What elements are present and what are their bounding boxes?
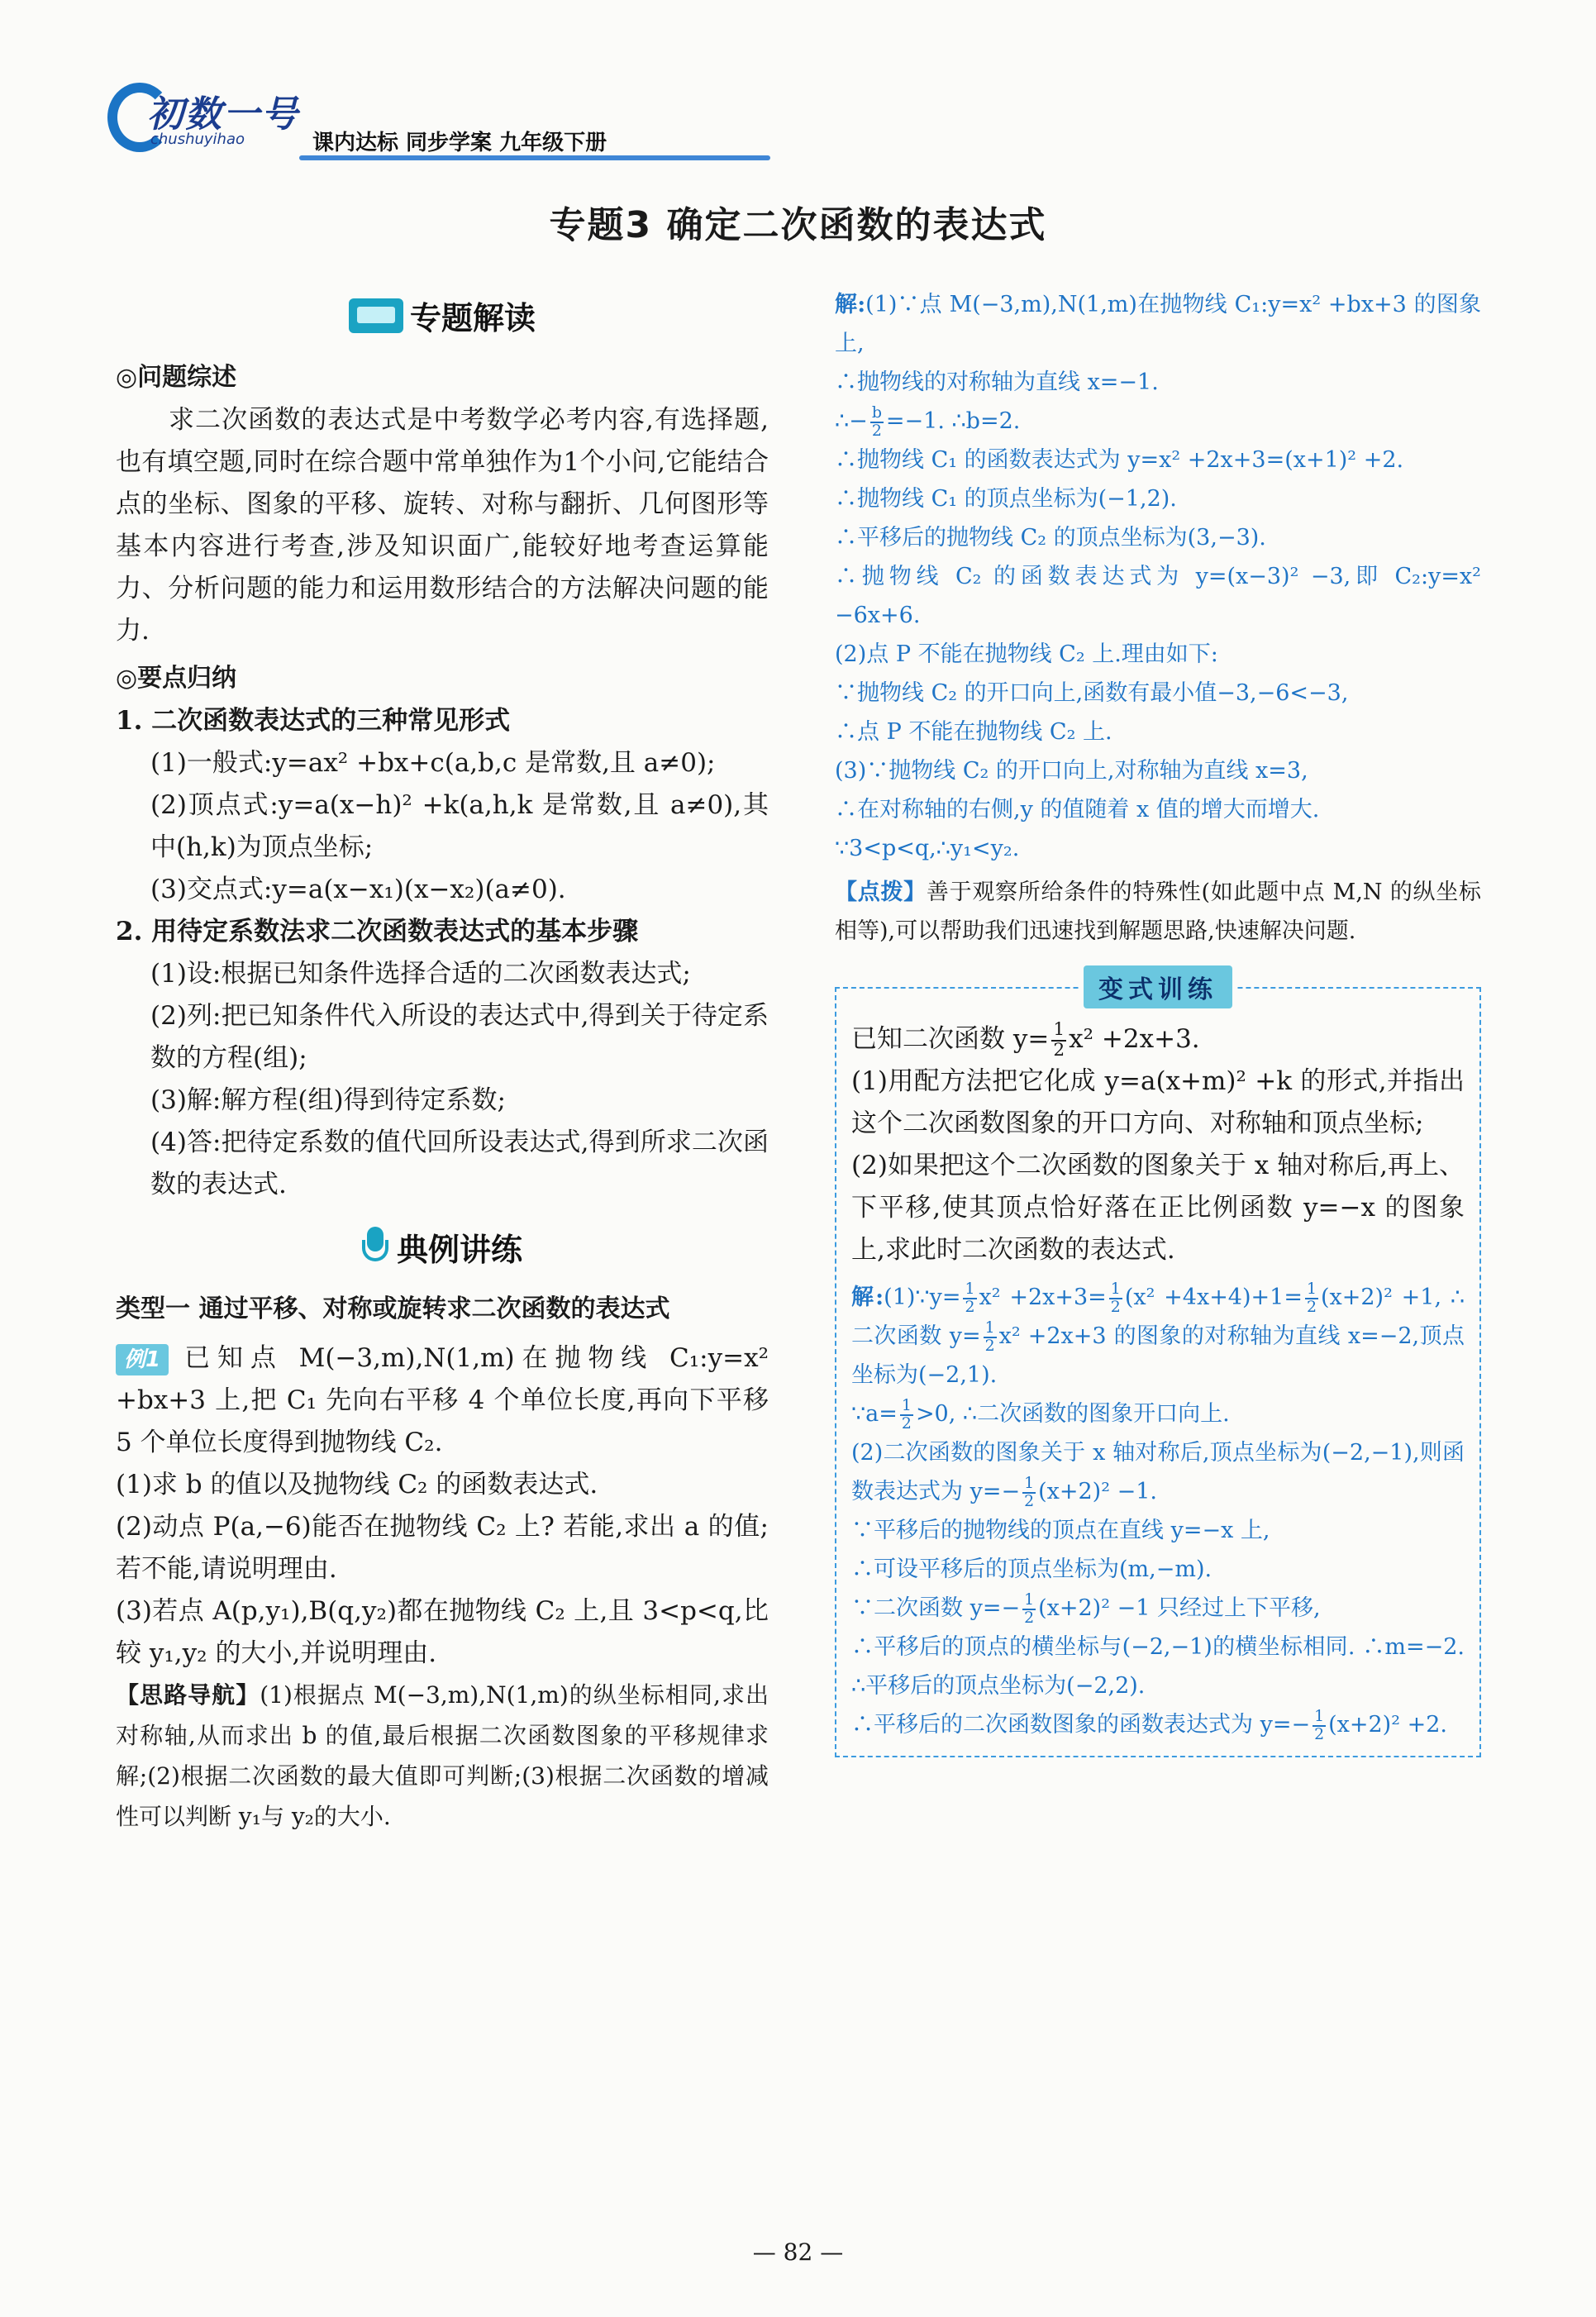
answer-line-5: ∴可设平移后的顶点坐标为(m,−m). [851,1557,1212,1582]
solution-line-4: ∴抛物线 C₁ 的函数表达式为 y=x² +2x+3=(x+1)² +2. [835,447,1404,473]
header-divider [299,155,770,160]
tip-note: 【点拨】善于观察所给条件的特殊性(如此题中点 M,N 的纵坐标相等),可以帮助我们迅速找到解题思路,快速解决问题. [835,880,1481,944]
point-2c: (3)解:解方程(组)得到待定系数; [150,1085,506,1115]
solution-line-11: (3)∵抛物线 C₂ 的开口向上,对称轴为直线 x=3, [835,758,1308,784]
answer-line-8: ∴平移后的二次函数图象的函数表达式为 y=− $\frac{1}{2}$ (x+2)² +2. [851,1706,1448,1743]
point-1c: (3)交点式:y=a(x−x₁)(x−x₂)(a≠0). [150,875,566,904]
point-2d: (4)答:把待定系数的值代回所设表达式,得到所求二次函数的表达式. [150,1128,769,1199]
solution-line-12: ∴在对称轴的右侧,y 的值随着 x 值的增大而增大. [835,797,1320,822]
logo-text: 初数一号 [147,93,299,136]
type-one-heading: 类型一 通过平移、对称或旋转求二次函数的表达式 [116,1294,670,1323]
variant-part-1: (1)用配方法把它化成 y=a(x+m)² +k 的形式,并指出这个二次函数图象的开口方向、对称轴和顶点坐标; [851,1066,1465,1138]
left-column [116,289,769,1837]
solution-line-6: ∴平移后的抛物线 C₂ 的顶点坐标为(3,−3). [835,525,1266,551]
point-2: 2. 用待定系数法求二次函数表达式的基本步骤 [116,917,639,946]
header [107,83,669,157]
solution-line-5: ∴抛物线 C₁ 的顶点坐标为(−1,2). [835,486,1177,512]
solution-line-7: ∴抛物线 C₂ 的函数表达式为 y=(x−3)² −3,即 C₂:y=x² −6x+6. [835,564,1481,628]
variant-training-title: 变式训练 [1079,965,1237,1008]
section-heading-interpretation: 专题解读 [116,293,769,338]
point-2b: (2)列:把已知条件代入所设的表达式中,得到关于待定系数的方程(组); [150,1001,769,1073]
solution-line-2: ∴抛物线的对称轴为直线 x=−1. [835,369,1159,395]
logo-pinyin: chushuyihao [150,131,245,148]
answer-line-6: ∵二次函数 y=− $\frac{1}{2}$ (x+2)² −1 只经过上下平移, [851,1590,1321,1627]
right-column [835,285,1481,1757]
variant-question: 已知二次函数 y= $\frac{1}{2}$ x² +2x+3. [851,1018,1200,1061]
question-2: (2)动点 P(a,−6)能否在抛物线 C₂ 上? 若能,求出 a 的值;若不能,请说明理由. [116,1512,769,1584]
solution-line-8: (2)点 P 不能在抛物线 C₂ 上.理由如下: [835,641,1218,667]
answer-line-1: 解:(1)∵y= $\frac{1}{2}$ x² +2x+3= $\frac{1}{2}$ (x² +4x+4)+1= $\frac{1}{2}$ (x+2)² +1, ∴二次函数 y= $\frac{1}{2}$ x² +2x+3 的图象的对称轴为直线 x=−2,顶点坐标为(−2,1). [851,1279,1465,1388]
thinking-guide: 【思路导航】(1)根据点 M(−3,m),N(1,m)的纵坐标相同,求出对称轴,从而求出 b 的值,最后根据二次函数图象的平移规律求解;(2)根据二次函数的最大值即可判断;(3)根据二次函数的增减性可以判断 y₁与 y₂的大小. [116,1681,769,1830]
overview-heading: ◎问题综述 [116,363,237,392]
section-heading-examples: 典例讲练 [116,1224,769,1270]
answer-line-7: ∴平移后的顶点的横坐标与(−2,−1)的横坐标相同. ∴m=−2. ∴平移后的顶点坐标为(−2,2). [851,1634,1465,1699]
point-1a: (1)一般式:y=ax² +bx+c(a,b,c 是常数,且 a≠0); [150,748,716,778]
solution-line-9: ∵抛物线 C₂ 的开口向上,函数有最小值−3,−6<−3, [835,680,1349,706]
solution-line-1: 解:(1)∵点 M(−3,m),N(1,m)在抛物线 C₁:y=x² +bx+3 的图象上, [835,292,1482,356]
example-badge: 例1 [116,1344,169,1375]
question-1: (1)求 b 的值以及抛物线 C₂ 的函数表达式. [116,1470,598,1499]
point-1b: (2)顶点式:y=a(x−h)² +k(a,h,k 是常数,且 a≠0),其中(h,k)为顶点坐标; [150,790,769,862]
microphone-icon [362,1227,390,1268]
answer-line-2: ∵a= $\frac{1}{2}$ >0, ∴二次函数的图象开口向上. [851,1395,1230,1433]
solution-line-3: ∴− $\frac{b}{2}$ =−1. ∴b=2. [835,403,1021,440]
variant-part-2: (2)如果把这个二次函数的图象关于 x 轴对称后,再上、下平移,使其顶点恰好落在正比例函数 y=−x 的图象上,求此时二次函数的表达式. [851,1151,1465,1265]
answer-line-3: (2)二次函数的图象关于 x 轴对称后,顶点坐标为(−2,−1),则函数表达式为 y=− $\frac{1}{2}$ (x+2)² −1. [851,1440,1465,1510]
series-title: 课内达标 同步学案 九年级下册 [312,131,607,155]
question-3: (3)若点 A(p,y₁),B(q,y₂)都在抛物线 C₂ 上,且 3<p<q,比较 y₁,y₂ 的大小,并说明理由. [116,1596,769,1668]
point-1: 1. 二次函数表达式的三种常见形式 [116,706,511,736]
page-number: — 82 — [752,2238,844,2266]
point-2a: (1)设:根据已知条件选择合适的二次函数表达式; [150,959,691,989]
page-title: 专题3 确定二次函数的表达式 [549,204,1047,246]
blackboard-icon [349,298,403,333]
example-1-text: 例1 已知点 M(−3,m),N(1,m)在抛物线 C₁:y=x² +bx+3 上,把 C₁ 先向右平移 4 个单位长度,再向下平移 5 个单位长度得到抛物线 C₂. [116,1343,769,1457]
solution-line-13: ∵3<p<q,∴y₁<y₂. [835,836,1020,861]
key-points-heading: ◎要点归纳 [116,664,237,693]
overview-text: 求二次函数的表达式是中考数学必考内容,有选择题,也有填空题,同时在综合题中常单独作为1个小问,它能结合点的坐标、图象的平移、旋转、对称与翻折、几何图形等基本内容进行考查,涉及知识面广,能较好地考查运算能力、分析问题的能力和运用数形结合的方法解决问题的能力. [116,405,769,646]
solution-line-10: ∴点 P 不能在抛物线 C₂ 上. [835,719,1112,745]
answer-line-4: ∵平移后的抛物线的顶点在直线 y=−x 上, [851,1518,1270,1543]
variant-training-box [835,975,1481,1757]
